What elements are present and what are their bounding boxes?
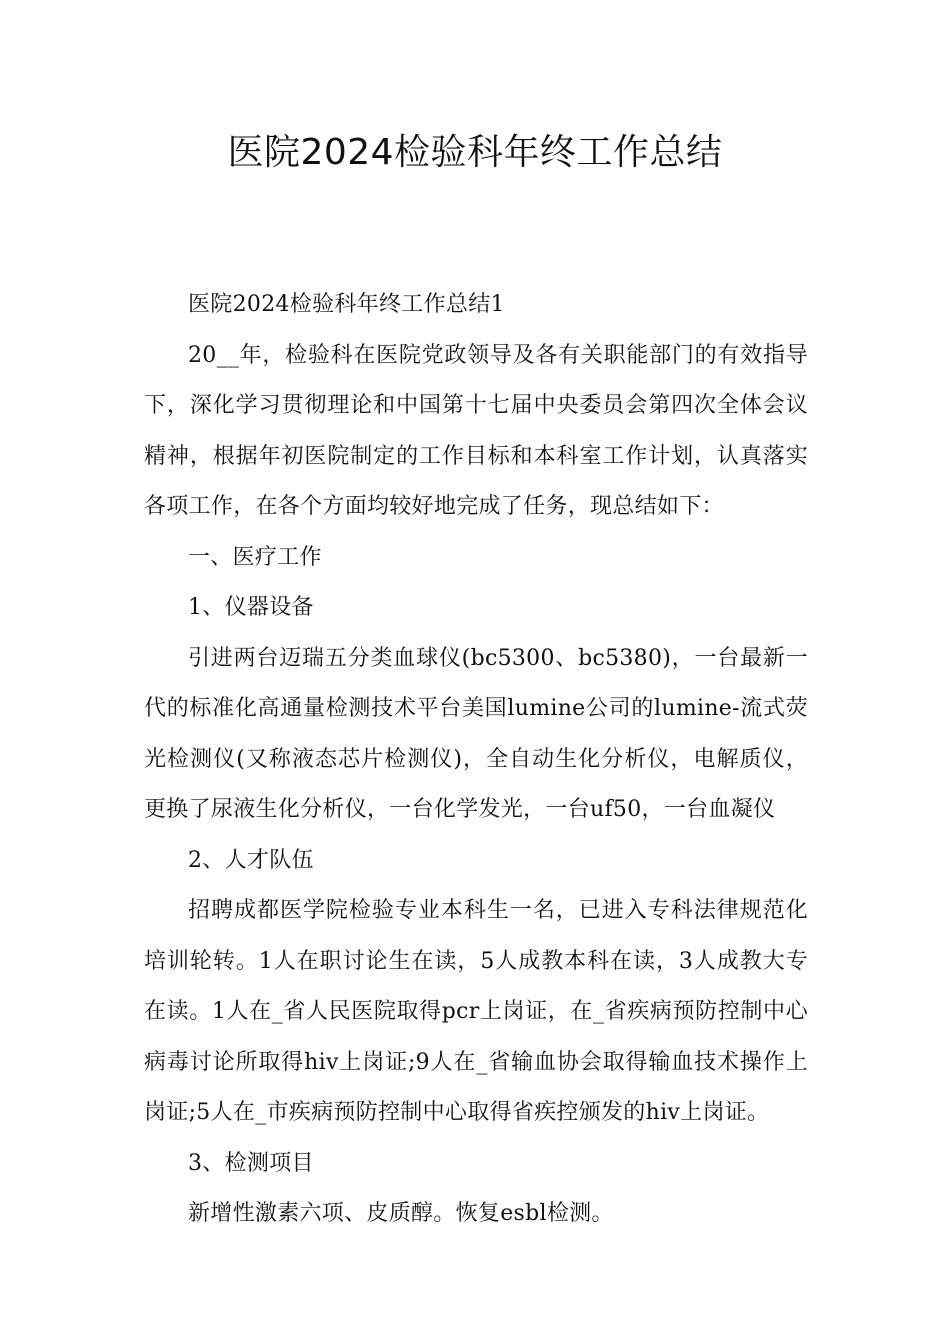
document-title: 医院2024检验科年终工作总结 [227, 132, 723, 173]
document-body [144, 280, 808, 1240]
talent-paragraph: 招聘成都医学院检验专业本科生一名，已进入专科法律规范化培训轮转。1人在职讨论生在读，5人成教本科在读，3人成教大专在读。1人在_省人民医院取得pcr上岗证，在_省疾病预防控制中心病毒讨论所取得hiv上岗证;9人在_省输血协会取得输血技术操作上岗证;5人在_市疾病预防控制中心取得省疾控颁发的hiv上岗证。 [144, 898, 808, 1125]
section-heading: 医院2024检验科年终工作总结1 [188, 292, 505, 317]
subsection-heading-equipment: 1、仪器设备 [188, 595, 314, 620]
equipment-paragraph: 引进两台迈瑞五分类血球仪(bc5300、bc5380)，一台最新一代的标准化高通量检测技术平台美国lumine公司的lumine-流式荧光检测仪(又称液态芯片检测仪)，全自动生化分析仪，电解质仪，更换了尿液生化分析仪，一台化学发光，一台uf50，一台血凝仪 [144, 645, 808, 822]
section-heading-medical-work: 一、医疗工作 [188, 544, 322, 570]
subsection-heading-tests: 3、检测项目 [188, 1150, 314, 1176]
subsection-heading-talent: 2、人才队伍 [188, 847, 314, 873]
intro-paragraph: 20__年，检验科在医院党政领导及各有关职能部门的有效指导下，深化学习贯彻理论和中国第十七届中央委员会第四次全体会议精神，根据年初医院制定的工作目标和本科室工作计划，认真落实各项工作，在各个方面均较好地完成了任务，现总结如下： [144, 342, 808, 519]
tests-paragraph: 新增性激素六项、皮质醇。恢复esbl检测。 [188, 1201, 614, 1226]
